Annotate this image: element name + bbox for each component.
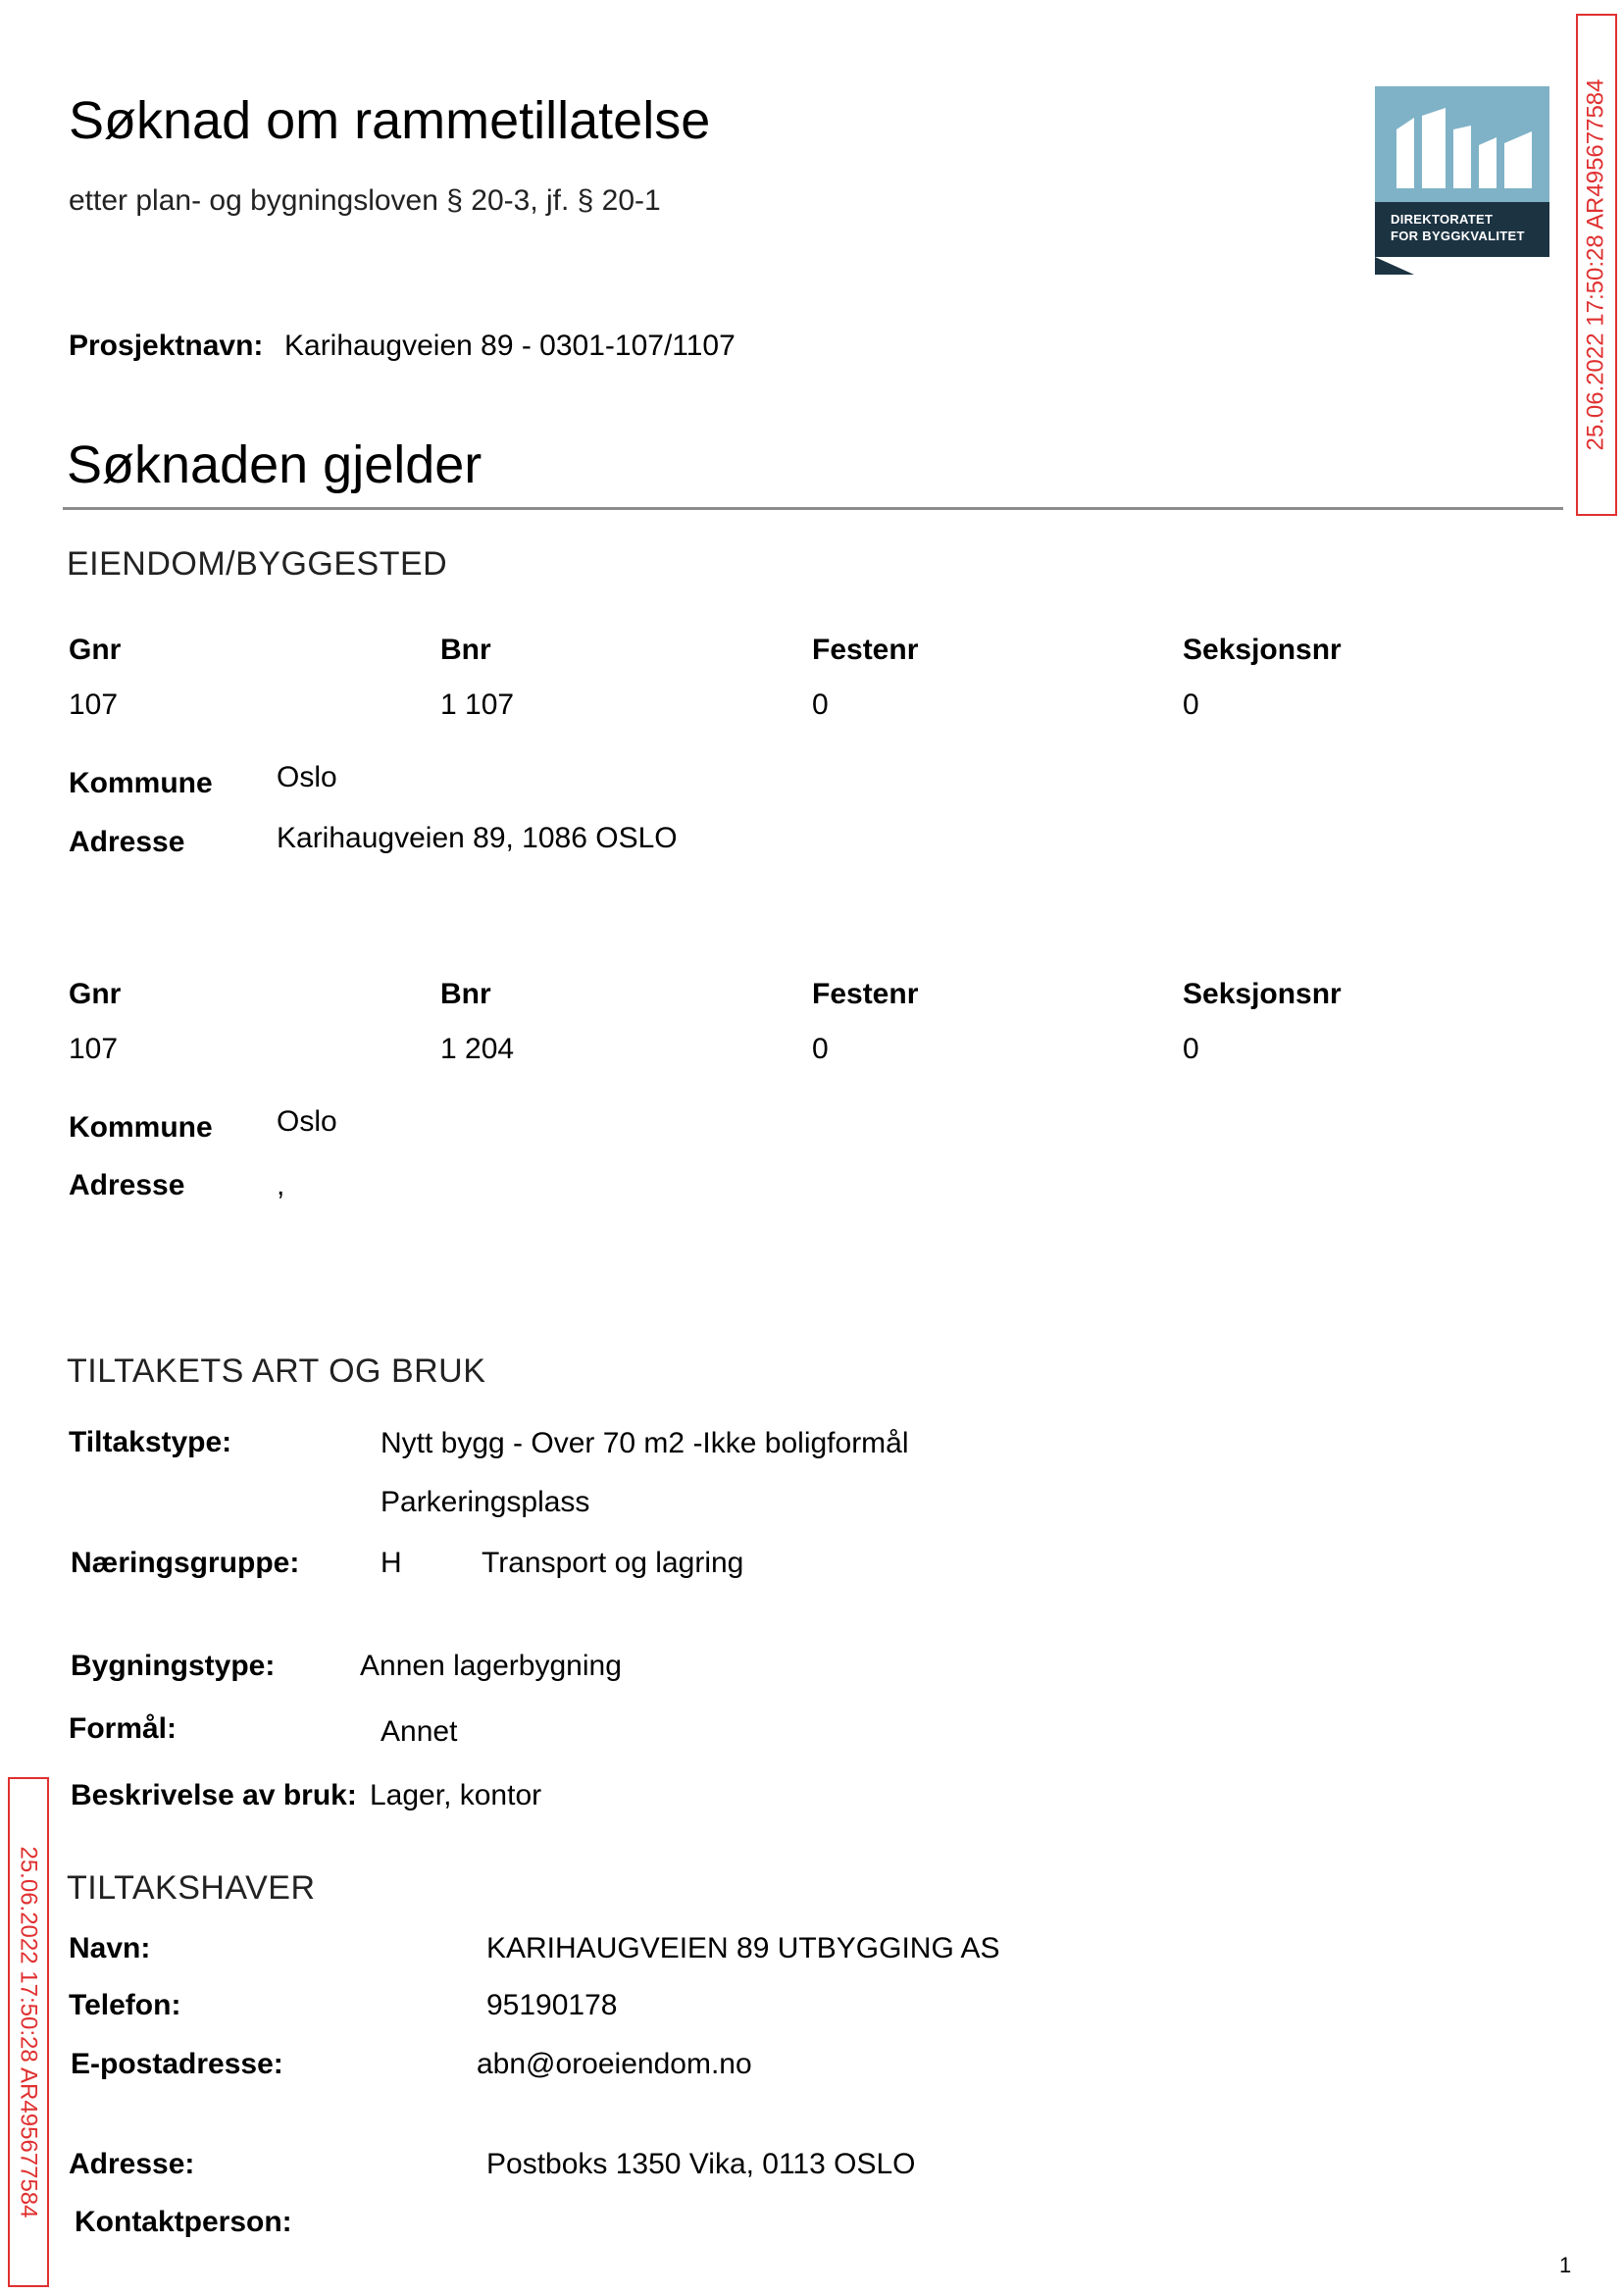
- bygningstype-label: Bygningstype:: [71, 1650, 276, 1682]
- festenr-value: 0: [812, 688, 829, 721]
- document-title: Søknad om rammetillatelse: [69, 91, 711, 150]
- col-seksjonsnr-header: Seksjonsnr: [1183, 978, 1342, 1010]
- col-bnr-header: Bnr: [440, 634, 491, 666]
- bnr-value: 1 107: [440, 688, 515, 721]
- archive-stamp-top: [1576, 14, 1617, 516]
- bygningstype-value: Annen lagerbygning: [360, 1650, 622, 1682]
- tiltak-section-heading: TILTAKETS ART OG BRUK: [67, 1352, 486, 1390]
- property-section-heading: EIENDOM/BYGGESTED: [67, 545, 448, 583]
- stamp-text: 25.06.2022 17:50:28 AR495677584: [16, 1846, 42, 2218]
- col-gnr-header: Gnr: [69, 634, 122, 666]
- gnr-value: 107: [69, 1033, 119, 1065]
- seksjonsnr-value: 0: [1183, 688, 1199, 721]
- logo-line-1: DIREKTORATET: [1391, 212, 1494, 227]
- col-seksjonsnr-header: Seksjonsnr: [1183, 634, 1342, 666]
- tiltakstype-value: Parkeringsplass: [381, 1486, 590, 1518]
- col-bnr-header: Bnr: [440, 978, 491, 1010]
- project-name-label: Prosjektnavn:: [69, 330, 264, 362]
- adresse-value: Postboks 1350 Vika, 0113 OSLO: [486, 2148, 916, 2180]
- logo-graphic: [1375, 86, 1549, 275]
- formal-label: Formål:: [69, 1712, 178, 1745]
- page-number: 1: [1559, 2253, 1572, 2277]
- telefon-value: 95190178: [486, 1989, 618, 2021]
- tiltakstype-value: Nytt bygg - Over 70 m2 -Ikke boligformål: [381, 1427, 909, 1459]
- logo-line-2: FOR BYGGKVALITET: [1391, 229, 1525, 243]
- gnr-value: 107: [69, 688, 119, 721]
- telefon-label: Telefon:: [69, 1989, 181, 2021]
- beskrivelse-label: Beskrivelse av bruk:: [71, 1779, 357, 1811]
- kommune-value: Oslo: [277, 761, 337, 793]
- naeringsgruppe-value: Transport og lagring: [482, 1547, 744, 1579]
- adresse-label: Adresse:: [69, 2148, 195, 2180]
- kontaktperson-label: Kontaktperson:: [75, 2206, 292, 2238]
- adresse-label: Adresse: [69, 826, 185, 858]
- applies-heading: Søknaden gjelder: [67, 435, 482, 494]
- navn-value: KARIHAUGVEIEN 89 UTBYGGING AS: [486, 1932, 1000, 1964]
- adresse-value: ,: [277, 1169, 285, 1201]
- section-divider: [63, 507, 1563, 510]
- dibk-logo: [1375, 86, 1549, 275]
- adresse-value: Karihaugveien 89, 1086 OSLO: [277, 822, 678, 854]
- tiltakstype-label: Tiltakstype:: [69, 1426, 232, 1458]
- col-gnr-header: Gnr: [69, 978, 122, 1010]
- project-name-value: Karihaugveien 89 - 0301-107/1107: [284, 330, 736, 362]
- tiltakshaver-section-heading: TILTAKSHAVER: [67, 1869, 316, 1907]
- navn-label: Navn:: [69, 1932, 151, 1964]
- adresse-label: Adresse: [69, 1169, 185, 1201]
- archive-stamp-bottom: [8, 1777, 49, 2287]
- naeringsgruppe-label: Næringsgruppe:: [71, 1547, 300, 1579]
- kommune-label: Kommune: [69, 767, 213, 799]
- epost-label: E-postadresse:: [71, 2048, 283, 2080]
- stamp-text: 25.06.2022 17:50:28 AR495677584: [1583, 78, 1609, 451]
- bnr-value: 1 204: [440, 1033, 515, 1065]
- festenr-value: 0: [812, 1033, 829, 1065]
- seksjonsnr-value: 0: [1183, 1033, 1199, 1065]
- kommune-value: Oslo: [277, 1105, 337, 1138]
- col-festenr-header: Festenr: [812, 978, 919, 1010]
- naeringsgruppe-code: H: [381, 1547, 402, 1579]
- formal-value: Annet: [381, 1715, 458, 1748]
- document-subtitle: etter plan- og bygningsloven § 20-3, jf. § 20-1: [69, 184, 661, 217]
- epost-value: abn@oroeiendom.no: [477, 2048, 752, 2080]
- kommune-label: Kommune: [69, 1111, 213, 1144]
- beskrivelse-value: Lager, kontor: [370, 1779, 542, 1811]
- col-festenr-header: Festenr: [812, 634, 919, 666]
